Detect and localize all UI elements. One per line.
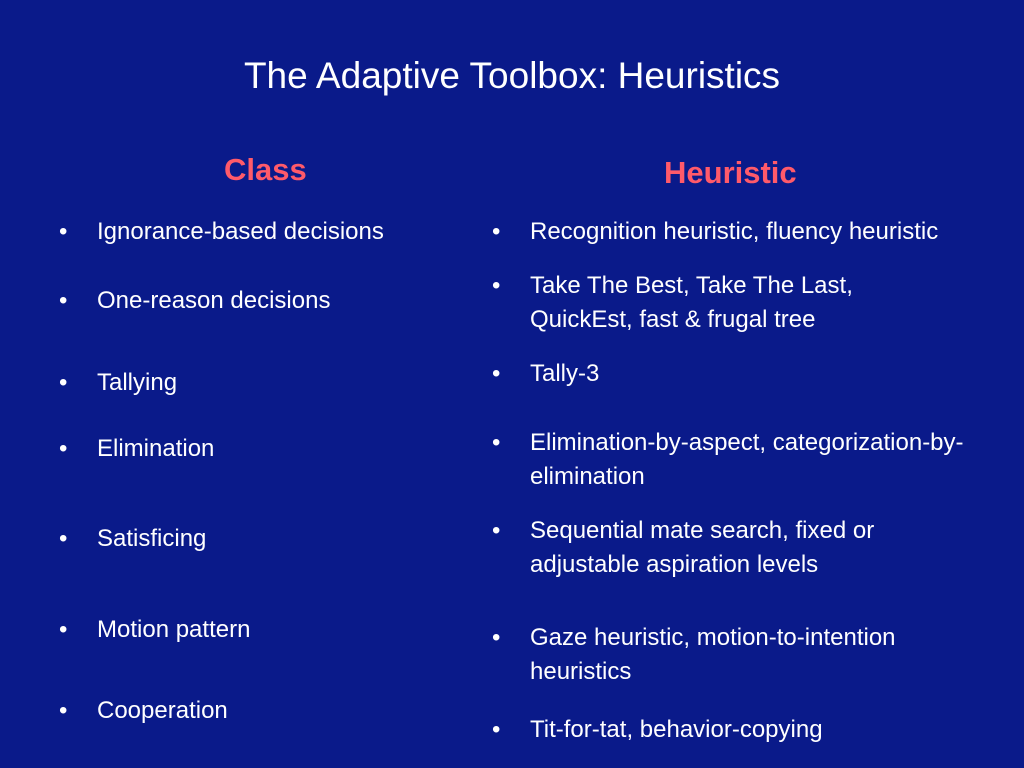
heuristic-item-text: Tit-for-tat, behavior-copying [530, 716, 823, 743]
bullet-icon: • [59, 697, 68, 724]
class-item-text: Motion pattern [97, 616, 251, 643]
class-item [59, 694, 479, 728]
bullet-icon: • [492, 624, 501, 651]
slide-title: The Adaptive Toolbox: Heuristics [243, 55, 781, 96]
bullet-icon: • [492, 429, 501, 456]
heuristic-item [492, 514, 952, 582]
heuristic-item [492, 269, 932, 337]
class-item [59, 215, 479, 249]
heuristic-item-text: Elimination-by-aspect, categorization-by-elimination [530, 429, 964, 490]
class-item-text: Cooperation [97, 697, 228, 724]
class-item-text: One-reason decisions [97, 287, 331, 314]
heuristic-item-text: Recognition heuristic, fluency heuristic [530, 218, 939, 245]
class-item-text: Elimination [97, 435, 215, 462]
bullet-icon: • [59, 287, 68, 314]
bullet-icon: • [59, 525, 68, 552]
bullet-icon: • [492, 517, 501, 544]
heuristic-column-header: Heuristic [664, 155, 797, 190]
class-column-header: Class [224, 152, 307, 187]
heuristic-item-text: Tally-3 [530, 360, 600, 387]
heuristic-item [492, 426, 1022, 494]
class-item [59, 432, 479, 466]
class-item [59, 522, 479, 556]
bullet-icon: • [492, 218, 501, 245]
bullet-icon: • [492, 272, 501, 299]
bullet-icon: • [59, 369, 68, 396]
heuristic-item [492, 621, 982, 689]
heuristic-item-text: Gaze heuristic, motion-to-intention heuristics [530, 624, 896, 685]
bullet-icon: • [492, 360, 501, 387]
heuristic-item [492, 357, 1020, 391]
bullet-icon: • [59, 616, 68, 643]
heuristic-item-text: Sequential mate search, fixed or adjustable aspiration levels [530, 517, 875, 578]
class-item-text: Satisficing [97, 525, 207, 552]
bullet-icon: • [59, 218, 68, 245]
class-item [59, 284, 479, 318]
class-item-text: Tallying [97, 369, 178, 396]
class-item [59, 613, 479, 647]
heuristic-item [492, 713, 1020, 747]
heuristic-item-text: Take The Best, Take The Last, QuickEst, fast & frugal tree [530, 272, 853, 333]
bullet-icon: • [492, 716, 501, 743]
bullet-icon: • [59, 435, 68, 462]
class-item-text: Ignorance-based decisions [97, 218, 384, 245]
class-item [59, 366, 479, 400]
heuristic-item [492, 215, 1020, 249]
